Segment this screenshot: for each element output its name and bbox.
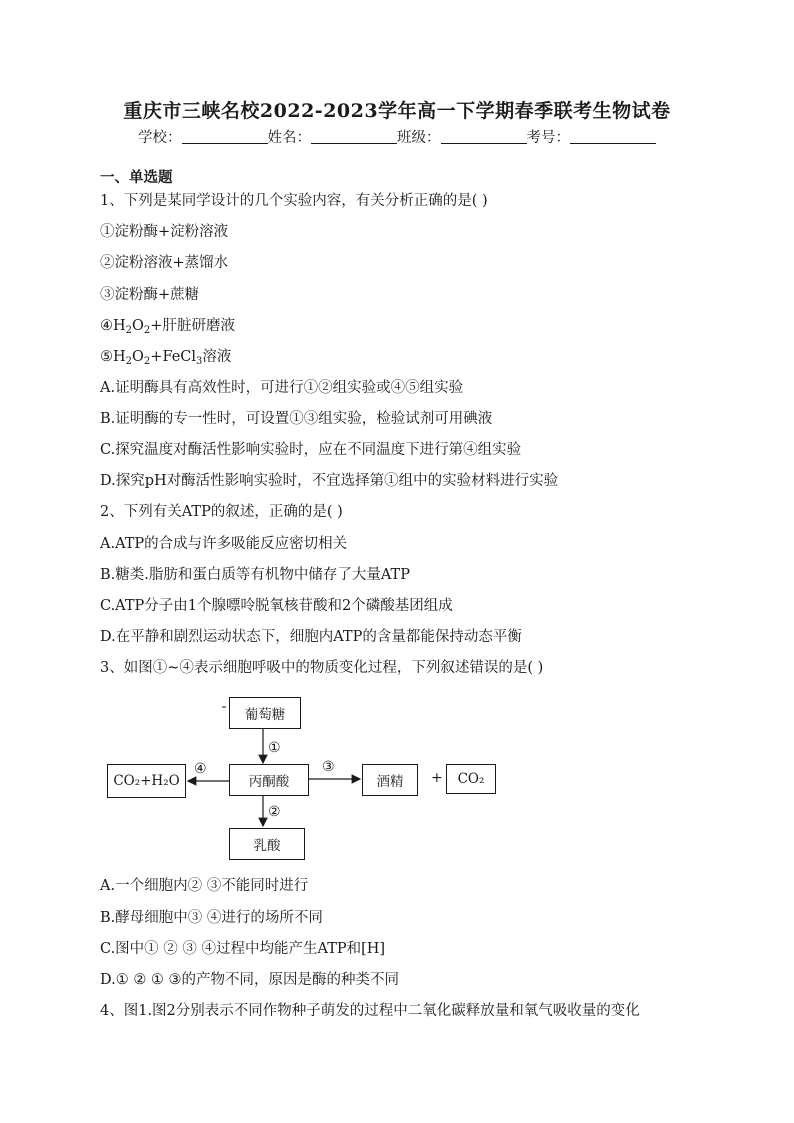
q1-item-5-mid2: +FeCl xyxy=(150,349,197,365)
q3-option-d[interactable]: D.① ② ① ③的产物不同，原因是酶的种类不同 xyxy=(100,972,400,988)
page-title: 重庆市三峡名校2022-2023学年高一下学期春季联考生物试卷 xyxy=(123,100,671,122)
subscript: 2 xyxy=(143,325,151,336)
q2-option-d[interactable]: D.在平静和剧烈运动状态下，细胞内ATP的含量都能保持动态平衡 xyxy=(100,629,522,645)
section-heading: 一、单选题 xyxy=(100,169,173,186)
q1-item-3: ③淀粉酶+蔗糖 xyxy=(100,287,200,303)
lactate-box: 乳酸 xyxy=(229,828,305,860)
subscript: 2 xyxy=(125,356,133,367)
id-label: 考号： xyxy=(526,130,570,146)
q1-item-4-pre: ④H xyxy=(100,318,126,334)
subscript: 2 xyxy=(143,356,151,367)
q3-option-a[interactable]: A.一个细胞内② ③不能同时进行 xyxy=(100,878,309,894)
name-blank[interactable] xyxy=(311,129,397,144)
school-label: 学校： xyxy=(138,130,182,146)
q1-option-c[interactable]: C.探究温度对酶活性影响实验时，应在不同温度下进行第④组实验 xyxy=(100,442,522,458)
q1-item-5-post: 溶液 xyxy=(202,349,232,365)
q2-option-c[interactable]: C.ATP分子由1个腺嘌呤脱氧核苷酸和2个磷酸基团组成 xyxy=(100,598,453,614)
co2-box: CO₂ xyxy=(446,764,496,794)
step3-label: ③ xyxy=(322,759,335,775)
q3-option-c[interactable]: C.图中① ② ③ ④过程中均能产生ATP和[H] xyxy=(100,941,386,957)
q3-option-b[interactable]: B.酵母细胞中③ ④进行的场所不同 xyxy=(100,910,323,926)
q2-stem: 2、下列有关ATP的叙述，正确的是( ) xyxy=(100,504,343,520)
subscript: 3 xyxy=(196,356,203,367)
co2-h2o-box: CO₂+H₂O xyxy=(107,764,186,798)
step2-label: ② xyxy=(268,804,281,820)
q1-item-5 xyxy=(100,345,231,366)
q1-stem: 1、下列是某同学设计的几个实验内容，有关分析正确的是( ) xyxy=(100,193,488,209)
subscript: 2 xyxy=(125,325,133,336)
q1-option-a[interactable]: A.证明酶具有高效性时，可进行①②组实验或④⑤组实验 xyxy=(100,380,464,396)
q3-stem: 3、如图①~④表示细胞呼吸中的物质变化过程，下列叙述错误的是( ) xyxy=(100,660,544,676)
class-label: 班级： xyxy=(397,130,441,146)
pyruvate-box: 丙酮酸 xyxy=(229,764,309,796)
step4-label: ④ xyxy=(194,761,207,777)
id-blank[interactable] xyxy=(570,129,656,144)
q2-option-a[interactable]: A.ATP的合成与许多吸能反应密切相关 xyxy=(100,536,348,552)
q1-item-4-post: +肝脏研磨液 xyxy=(150,318,235,334)
ethanol-box: 酒精 xyxy=(362,764,418,796)
q1-option-d[interactable]: D.探究pH对酶活性影响实验时，不宜选择第①组中的实验材料进行实验 xyxy=(100,473,559,489)
q1-item-2: ②淀粉溶液+蒸馏水 xyxy=(100,255,229,271)
plus-sign: + xyxy=(431,770,443,786)
school-blank[interactable] xyxy=(182,129,268,144)
q4-stem: 4、图1.图2分别表示不同作物种子萌发的过程中二氧化碳释放量和氧气吸收量的变化 xyxy=(100,1003,640,1019)
student-info-line xyxy=(0,126,794,147)
q1-item-4 xyxy=(100,314,235,335)
q1-item-5-pre: ⑤H xyxy=(100,349,126,365)
glucose-box: 葡萄糖 xyxy=(229,697,301,729)
q1-item-4-mid: O xyxy=(132,318,144,334)
q1-item-5-mid: O xyxy=(132,349,144,365)
q1-item-1: ①淀粉酶+淀粉溶液 xyxy=(100,224,229,240)
q2-option-b[interactable]: B.糖类.脂肪和蛋白质等有机物中储存了大量ATP xyxy=(100,567,410,583)
class-blank[interactable] xyxy=(441,129,527,144)
name-label: 姓名： xyxy=(267,130,311,146)
step1-label: ① xyxy=(268,740,281,756)
q1-option-b[interactable]: B.证明酶的专一性时，可设置①③组实验，检验试剂可用碘液 xyxy=(100,411,493,427)
